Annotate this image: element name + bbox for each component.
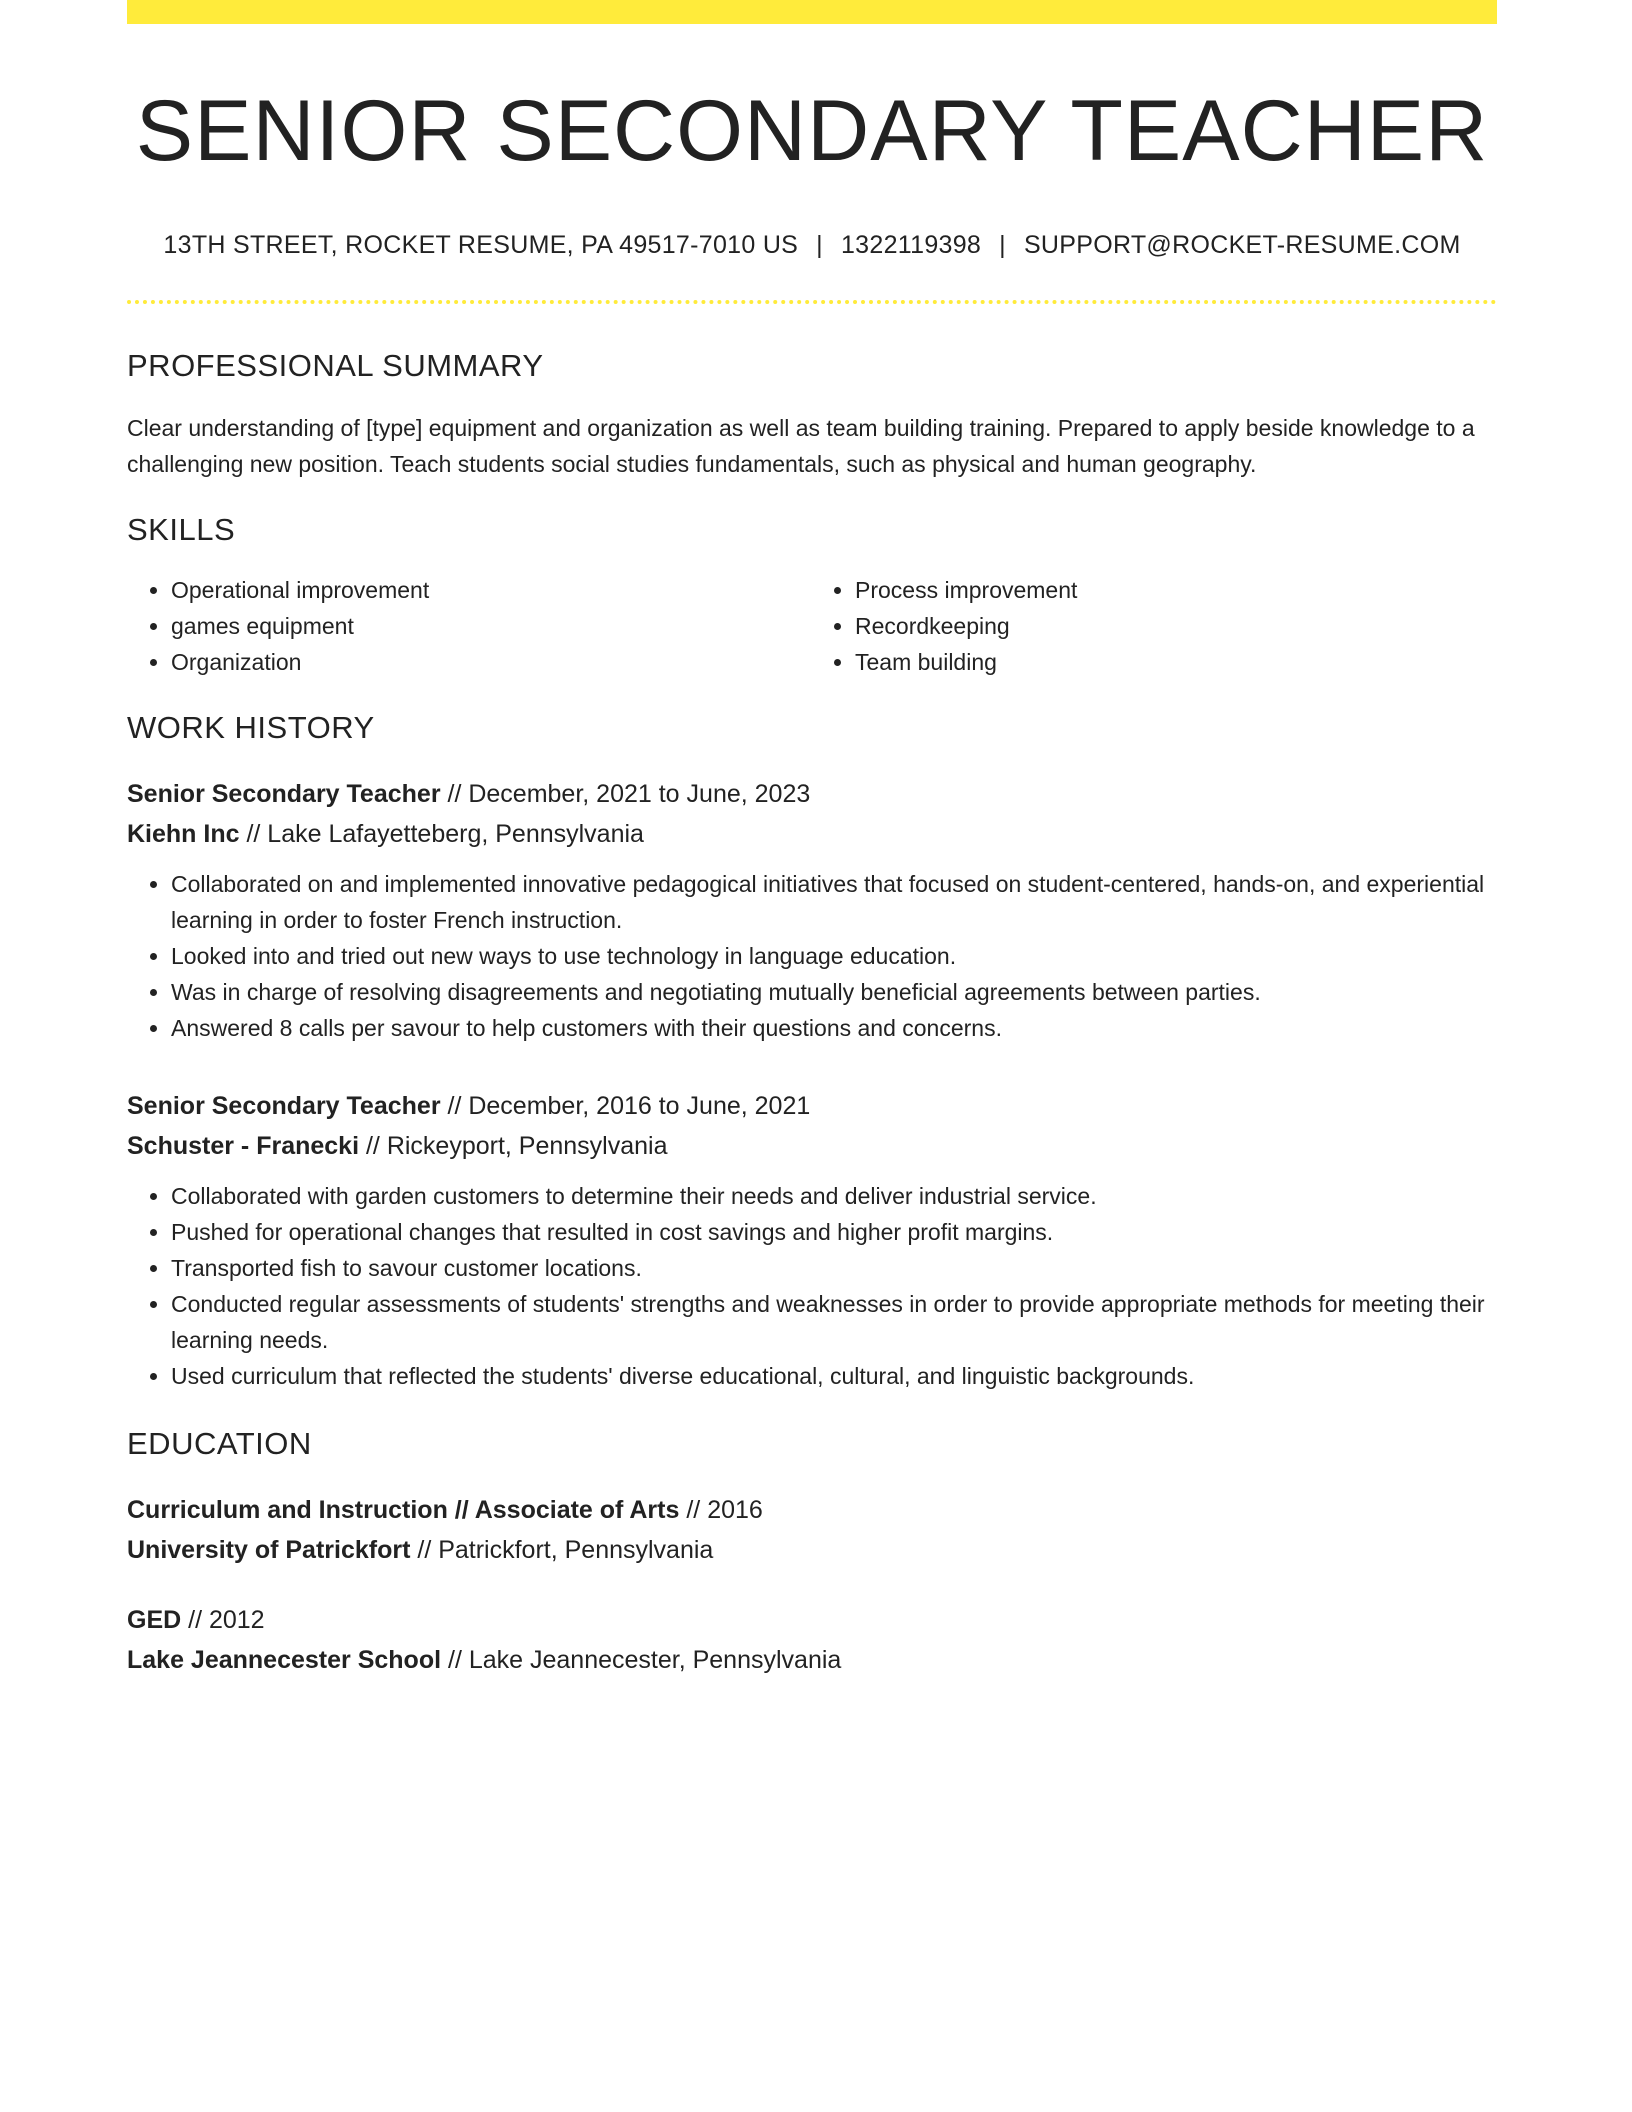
education-school: Lake Jeannecester School bbox=[127, 1645, 442, 1674]
job-company: Kiehn Inc bbox=[127, 819, 240, 848]
job-bullet: • Transported fish to savour customer locations. bbox=[171, 1250, 1497, 1286]
resume-page bbox=[127, 0, 1497, 1680]
education-year: // 2016 bbox=[679, 1495, 763, 1524]
education-degree: Curriculum and Instruction // Associate of Arts bbox=[127, 1495, 680, 1524]
page-title: SENIOR SECONDARY TEACHER bbox=[135, 83, 1489, 179]
skill-item: • Team building bbox=[855, 644, 1485, 680]
job-title-line bbox=[127, 774, 1497, 814]
job-bullet: • Collaborated on and implemented innovative pedagogical initiatives that focused on student-centered, hands-on, and experiential learning in order to foster French instruction. bbox=[171, 866, 1497, 938]
education-location: // Lake Jeannecester, Pennsylvania bbox=[441, 1645, 842, 1674]
education-degree: GED bbox=[127, 1605, 182, 1634]
contact-separator: | bbox=[816, 230, 823, 259]
skills-column-1 bbox=[127, 572, 801, 680]
skill-item: • Organization bbox=[171, 644, 801, 680]
skill-item: • Process improvement bbox=[855, 572, 1485, 608]
job-bullet: • Conducted regular assessments of students' strengths and weaknesses in order to provide appropriate methods for meeting their learning needs. bbox=[171, 1286, 1497, 1358]
work-history-heading: WORK HISTORY bbox=[127, 709, 375, 745]
job-company-line bbox=[127, 1126, 1497, 1166]
job-bullet: • Was in charge of resolving disagreements and negotiating mutually beneficial agreements between parties. bbox=[171, 974, 1497, 1010]
job-entry bbox=[127, 774, 1497, 1046]
education-location: // Patrickfort, Pennsylvania bbox=[410, 1535, 714, 1564]
job-company-line bbox=[127, 814, 1497, 854]
skill-item: • games equipment bbox=[171, 608, 801, 644]
education-school-line bbox=[127, 1530, 1497, 1570]
contact-phone: 1322119398 bbox=[840, 230, 982, 259]
skills-heading: SKILLS bbox=[127, 511, 236, 547]
job-dates: // December, 2016 to June, 2021 bbox=[440, 1091, 811, 1120]
job-company: Schuster - Franecki bbox=[127, 1131, 360, 1160]
skills-list bbox=[127, 572, 1497, 680]
job-location: // Lake Lafayetteberg, Pennsylvania bbox=[239, 819, 644, 848]
contact-email: SUPPORT@ROCKET-RESUME.COM bbox=[1023, 230, 1461, 259]
job-bullets bbox=[127, 866, 1497, 1046]
education-degree-line bbox=[127, 1600, 1497, 1640]
job-bullet: • Collaborated with garden customers to determine their needs and deliver industrial service. bbox=[171, 1178, 1497, 1214]
job-location: // Rickeyport, Pennsylvania bbox=[359, 1131, 668, 1160]
education-school-line bbox=[127, 1640, 1497, 1680]
skills-column-2 bbox=[801, 572, 1485, 680]
education-entry bbox=[127, 1600, 1497, 1680]
job-dates: // December, 2021 to June, 2023 bbox=[440, 779, 811, 808]
job-role: Senior Secondary Teacher bbox=[127, 1091, 441, 1120]
contact-line bbox=[127, 231, 1497, 260]
job-bullet: • Pushed for operational changes that resulted in cost savings and higher profit margins. bbox=[171, 1214, 1497, 1250]
skill-item: • Recordkeeping bbox=[855, 608, 1485, 644]
contact-address: 13TH STREET, ROCKET RESUME, PA 49517-7010 US bbox=[163, 230, 799, 259]
skill-item: • Operational improvement bbox=[171, 572, 801, 608]
education-year: // 2012 bbox=[181, 1605, 265, 1634]
accent-top-bar bbox=[127, 0, 1497, 24]
summary-text: Clear understanding of [type] equipment and organization as well as team building training. Prepared to apply beside knowledge to a challenging new position. Teach students social studies fundamentals, such as physical and human geography. bbox=[127, 414, 1475, 477]
job-bullets bbox=[127, 1178, 1497, 1394]
education-entry bbox=[127, 1490, 1497, 1570]
job-bullet: • Looked into and tried out new ways to use technology in language education. bbox=[171, 938, 1497, 974]
job-entry bbox=[127, 1086, 1497, 1394]
education-degree-line bbox=[127, 1490, 1497, 1530]
job-role: Senior Secondary Teacher bbox=[127, 779, 441, 808]
job-bullet: • Answered 8 calls per savour to help customers with their questions and concerns. bbox=[171, 1010, 1497, 1046]
summary-heading: PROFESSIONAL SUMMARY bbox=[127, 347, 544, 383]
job-bullet: • Used curriculum that reflected the students' diverse educational, cultural, and linguistic backgrounds. bbox=[171, 1358, 1497, 1394]
contact-separator: | bbox=[999, 230, 1006, 259]
education-school: University of Patrickfort bbox=[127, 1535, 411, 1564]
education-heading: EDUCATION bbox=[127, 1425, 312, 1461]
header-divider bbox=[127, 300, 1497, 304]
job-title-line bbox=[127, 1086, 1497, 1126]
